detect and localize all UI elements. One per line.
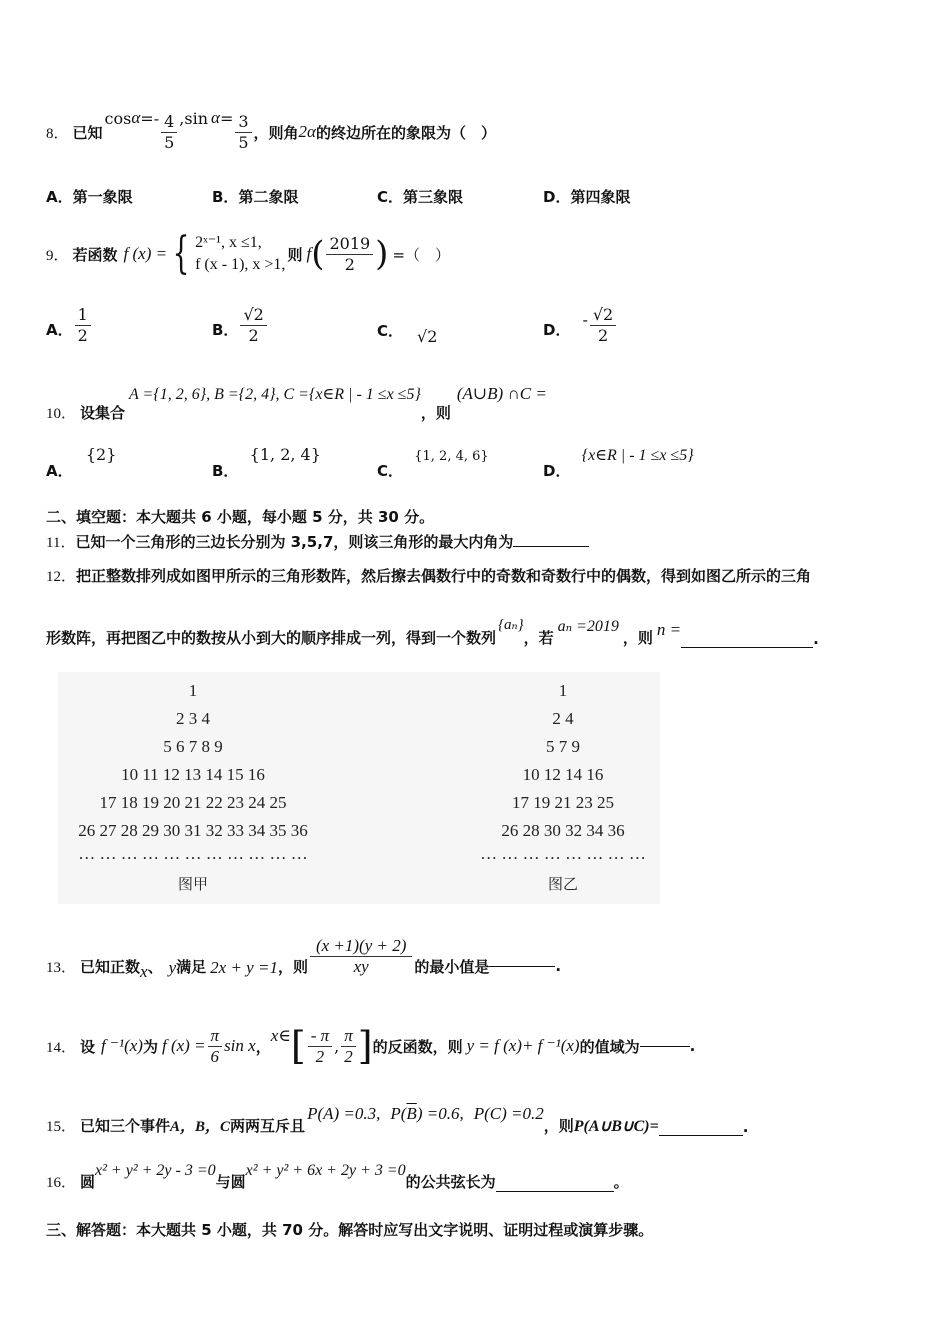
q15-prob-c: P(C) =0.2 (473, 1104, 544, 1123)
q9-rparen: ) (375, 234, 389, 274)
question-9 (46, 226, 450, 282)
figure-yi (460, 677, 666, 894)
question-8 (46, 104, 496, 160)
option-letter: A． (46, 188, 73, 206)
q13-cond: 2x + y =1 (210, 958, 278, 977)
q13-prefix: 已知正数 (80, 957, 141, 976)
q8-suffix: 的终边所在的象限为（ ） (315, 123, 496, 142)
option-letter: A． (46, 321, 73, 339)
q15-mid: 两两互斥且 (230, 1117, 306, 1135)
q8-cos-den: 5 (164, 132, 175, 152)
frac-num: √2 (240, 305, 266, 326)
q14-finv: f ⁻¹(x) (101, 1036, 143, 1055)
jia-row: 2 3 4 (176, 709, 210, 728)
q14-f-eq: f (x) = (161, 1036, 206, 1055)
q15-then: ，则 (543, 1117, 574, 1135)
q8-number: 8． (46, 125, 69, 142)
q9-piecewise (195, 232, 285, 276)
jia-row: 5 6 7 8 9 (163, 737, 223, 756)
q12-cond: aₙ =2019 (557, 618, 619, 635)
q15-answer-blank[interactable] (659, 1135, 743, 1136)
q13-answer-blank[interactable] (489, 966, 555, 967)
q9-option-d[interactable] (543, 305, 618, 346)
q14-comma-sep: , (334, 1036, 340, 1056)
q9-option-b[interactable] (212, 305, 269, 346)
figure-jia (60, 677, 326, 894)
q14-mid: 的反函数，则 (372, 1037, 463, 1056)
option-letter: B． (212, 188, 239, 206)
q10-number: 10． (46, 406, 77, 422)
q15-prob-b-post: ) =0.6, (416, 1104, 464, 1123)
q12-line2a: 形数阵，再把图乙中的数按从小到大的顺序排成一列，得到一个数列 (46, 629, 497, 647)
yi-row-ellipsis: … … … … … … … … (480, 844, 646, 863)
q12-mid: ，若 (523, 629, 554, 647)
q14-hi-num: π (341, 1026, 356, 1047)
option-letter: D． (543, 462, 571, 480)
q11-text: 已知一个三角形的三边长分别为 3,5,7，则该三角形的最大内角为 (75, 533, 514, 551)
q8-option-c[interactable] (377, 186, 463, 207)
q12-end: . (813, 630, 819, 648)
q13-cond-label: 满足 (176, 957, 207, 976)
q10-prefix: 设集合 (80, 404, 126, 422)
q13-sep: 、 (147, 957, 163, 976)
jia-row-ellipsis: … … … … … … … … … … … (78, 844, 308, 863)
q12-number: 12． (46, 569, 77, 585)
q15-expr: P(A∪B∪C)= (573, 1118, 659, 1135)
q8-eq: = (219, 108, 234, 128)
q16-suffix: 的公共弦长为 (405, 1173, 496, 1191)
question-12-line2 (46, 612, 819, 648)
q15-end: . (742, 1118, 749, 1136)
q9-d-fraction (590, 305, 616, 346)
q10-d-value: {x∈R | - 1 ≤x ≤5} (581, 447, 694, 464)
q14-y-expr: y = f (x)+ f ⁻¹(x) (466, 1036, 580, 1055)
question-13 (46, 928, 561, 984)
q16-end: 。 (613, 1173, 629, 1191)
q14-prefix: 设 (80, 1037, 96, 1056)
question-11 (46, 531, 589, 552)
q14-comma: ， (255, 1037, 271, 1056)
q14-end: . (689, 1037, 696, 1055)
yi-row: 5 7 9 (546, 737, 580, 756)
q9-arg-fraction (326, 234, 373, 275)
q8-sin-den: 5 (238, 132, 249, 152)
option-text: 第一象限 (72, 188, 133, 206)
q8-prefix: 已知 (72, 123, 103, 142)
q8-cos-num: 4 (161, 112, 177, 133)
q16-circle2: x² + y² + 6x + 2y + 3 =0 (245, 1162, 406, 1179)
q8-sin-num: 3 (235, 112, 251, 133)
option-letter: D． (543, 188, 571, 206)
q9-then: 则 (287, 245, 303, 264)
q10-a-value: {2} (85, 445, 117, 464)
jia-row: 17 18 19 20 21 22 23 24 25 (99, 793, 287, 812)
jia-row: 10 11 12 13 14 15 16 (121, 765, 265, 784)
q14-lo-num: - π (308, 1026, 332, 1047)
q10-c-value: {1, 2, 4, 6} (414, 449, 489, 464)
q16-number: 16． (46, 1175, 77, 1191)
q14-lo (308, 1026, 332, 1067)
q13-frac-num: (x +1)(y + 2) (310, 936, 412, 957)
q15-prefix: 已知三个事件 (80, 1117, 171, 1135)
q13-end: . (555, 957, 562, 975)
q16-with: 与圆 (215, 1173, 246, 1191)
q14-hi (341, 1026, 356, 1067)
q9-option-c[interactable] (377, 320, 438, 346)
q15-prob-a: P(A) =0.3, (307, 1104, 381, 1123)
q9-lparen: ( (311, 234, 325, 274)
q13-x: x (140, 962, 148, 981)
q8-sin-fraction (235, 112, 251, 153)
q13-number: 13． (46, 959, 77, 976)
figure-jia-caption: 图甲 (177, 875, 208, 893)
q9-f-of-x: f (x) = (123, 244, 168, 263)
q10-option-d[interactable] (543, 444, 694, 480)
option-letter: B． (212, 462, 239, 480)
q15-events: A，B，C (170, 1119, 231, 1135)
question-10 (46, 384, 547, 424)
q14-rbracket: ] (357, 1024, 373, 1068)
question-12-line1 (46, 565, 811, 586)
option-text: 第二象限 (238, 188, 299, 206)
frac-den: 2 (77, 326, 88, 345)
option-letter: B． (212, 321, 239, 339)
q14-sinx: sin x (224, 1036, 256, 1055)
q8-eq-neg: =- (140, 108, 160, 128)
q16-answer-blank[interactable] (496, 1191, 614, 1192)
q14-x-in: x∈ (270, 1026, 291, 1045)
option-letter: D． (543, 321, 571, 339)
question-14 (46, 1018, 695, 1074)
yi-row: 26 28 30 32 34 36 (501, 821, 625, 840)
q14-lo-den: 2 (315, 1046, 325, 1066)
option-letter: C． (377, 322, 404, 340)
q15-prob-b-bar: $\overline{B}$ (406, 1104, 417, 1123)
q11-number: 11． (46, 535, 76, 551)
q9-d-sign: - (582, 310, 588, 329)
q12-line1: 把正整数排列成如图甲所示的三角形数阵，然后擦去偶数行中的奇数和奇数行中的偶数，得到如图乙所示的三角 (76, 567, 812, 585)
q12-seq: {aₙ} (498, 617, 524, 633)
q15-prob-b-pre: P( (390, 1104, 407, 1123)
q9-brace: { (172, 228, 190, 279)
question-16 (46, 1156, 629, 1192)
frac-den: 2 (597, 326, 609, 345)
q8-two-alpha: 2α (298, 122, 316, 141)
q8-alpha-2: α (211, 108, 220, 127)
q8-option-a[interactable] (46, 186, 133, 207)
q9-b-fraction (240, 305, 266, 346)
q14-answer-blank[interactable] (640, 1046, 690, 1047)
q11-answer-blank[interactable] (513, 546, 589, 547)
section-2-heading: 二、填空题：本大题共 6 小题，每小题 5 分，共 30 分。 (46, 508, 435, 526)
q9-a-fraction (75, 305, 91, 346)
q9-f: f (306, 244, 312, 263)
q14-is: 为 (142, 1037, 158, 1056)
q13-frac-den: xy (353, 956, 369, 976)
q12-n-eq: n = (656, 620, 682, 639)
q13-then: ，则 (277, 957, 308, 976)
q10-option-b[interactable] (212, 444, 321, 480)
frac-den: 2 (248, 326, 259, 345)
q9-c-value: √2 (417, 327, 438, 346)
q8-cos-fraction (161, 112, 177, 153)
option-text: 第三象限 (403, 188, 464, 206)
q13-suffix: 的最小值是 (414, 957, 490, 976)
q9-case2: f (x - 1), x >1, (195, 256, 286, 273)
q9-prefix: 若函数 (72, 245, 118, 264)
section-3-heading: 三、解答题：本大题共 5 小题，共 70 分。解答时应写出文字说明、证明过程或演算步骤。 (46, 1221, 654, 1239)
q8-mid: ，则角 (253, 123, 299, 142)
q9-case1: 2ˣ⁻¹, x ≤1, (195, 234, 262, 251)
q14-pi: π (208, 1026, 223, 1047)
q10-expr: (A∪B) ∩C = (456, 384, 547, 403)
q14-suffix: 的值域为 (579, 1037, 640, 1056)
triangle-figure-box (58, 672, 660, 904)
q14-pi-six (208, 1026, 223, 1067)
q15-number: 15． (46, 1119, 77, 1135)
q10-option-c[interactable] (377, 444, 489, 480)
q8-cos-label: cos (104, 108, 132, 128)
frac-num: √2 (590, 305, 616, 326)
yi-row: 10 12 14 16 (522, 765, 604, 784)
q13-y: y (168, 958, 177, 977)
q8-option-b[interactable] (212, 186, 298, 207)
option-text: 第四象限 (570, 188, 631, 206)
yi-row: 1 (558, 681, 568, 700)
option-letter: A． (46, 462, 73, 480)
q8-sin-label: ,sin (179, 108, 208, 128)
jia-row: 1 (188, 681, 198, 700)
q14-number: 14． (46, 1039, 77, 1056)
yi-row: 2 4 (552, 709, 574, 728)
figure-yi-caption: 图乙 (547, 875, 578, 893)
question-15 (46, 1100, 748, 1136)
q9-arg-num: 2019 (326, 234, 373, 255)
q14-six: 6 (210, 1046, 220, 1066)
q8-option-d[interactable] (543, 186, 630, 207)
q16-circle1: x² + y² + 2y - 3 =0 (95, 1162, 216, 1179)
q13-fraction (310, 936, 412, 977)
q9-arg-den: 2 (344, 254, 355, 274)
q8-alpha: α (131, 108, 141, 127)
q12-answer-blank[interactable] (681, 647, 813, 648)
option-letter: C． (377, 462, 404, 480)
q9-number: 9． (46, 247, 69, 264)
q14-hi-den: 2 (344, 1046, 353, 1066)
q9-option-a[interactable] (46, 305, 93, 346)
option-letter: C． (377, 188, 404, 206)
q12-then: ，则 (622, 629, 653, 647)
q10-then: ，则 (420, 404, 451, 422)
q16-prefix: 圆 (80, 1173, 96, 1191)
q9-suffix: =（ ） (392, 245, 451, 264)
frac-num: 1 (75, 305, 91, 326)
yi-row: 17 19 21 23 25 (512, 793, 614, 812)
q10-option-a[interactable] (46, 444, 117, 480)
q10-sets: A ={1, 2, 6}, B ={2, 4}, C ={x∈R | - 1 ≤x ≤5} (129, 386, 421, 403)
q14-lbracket: [ (290, 1024, 306, 1068)
q10-b-value: {1, 2, 4} (249, 445, 321, 464)
jia-row: 26 27 28 29 30 31 32 33 34 35 36 (78, 821, 308, 840)
